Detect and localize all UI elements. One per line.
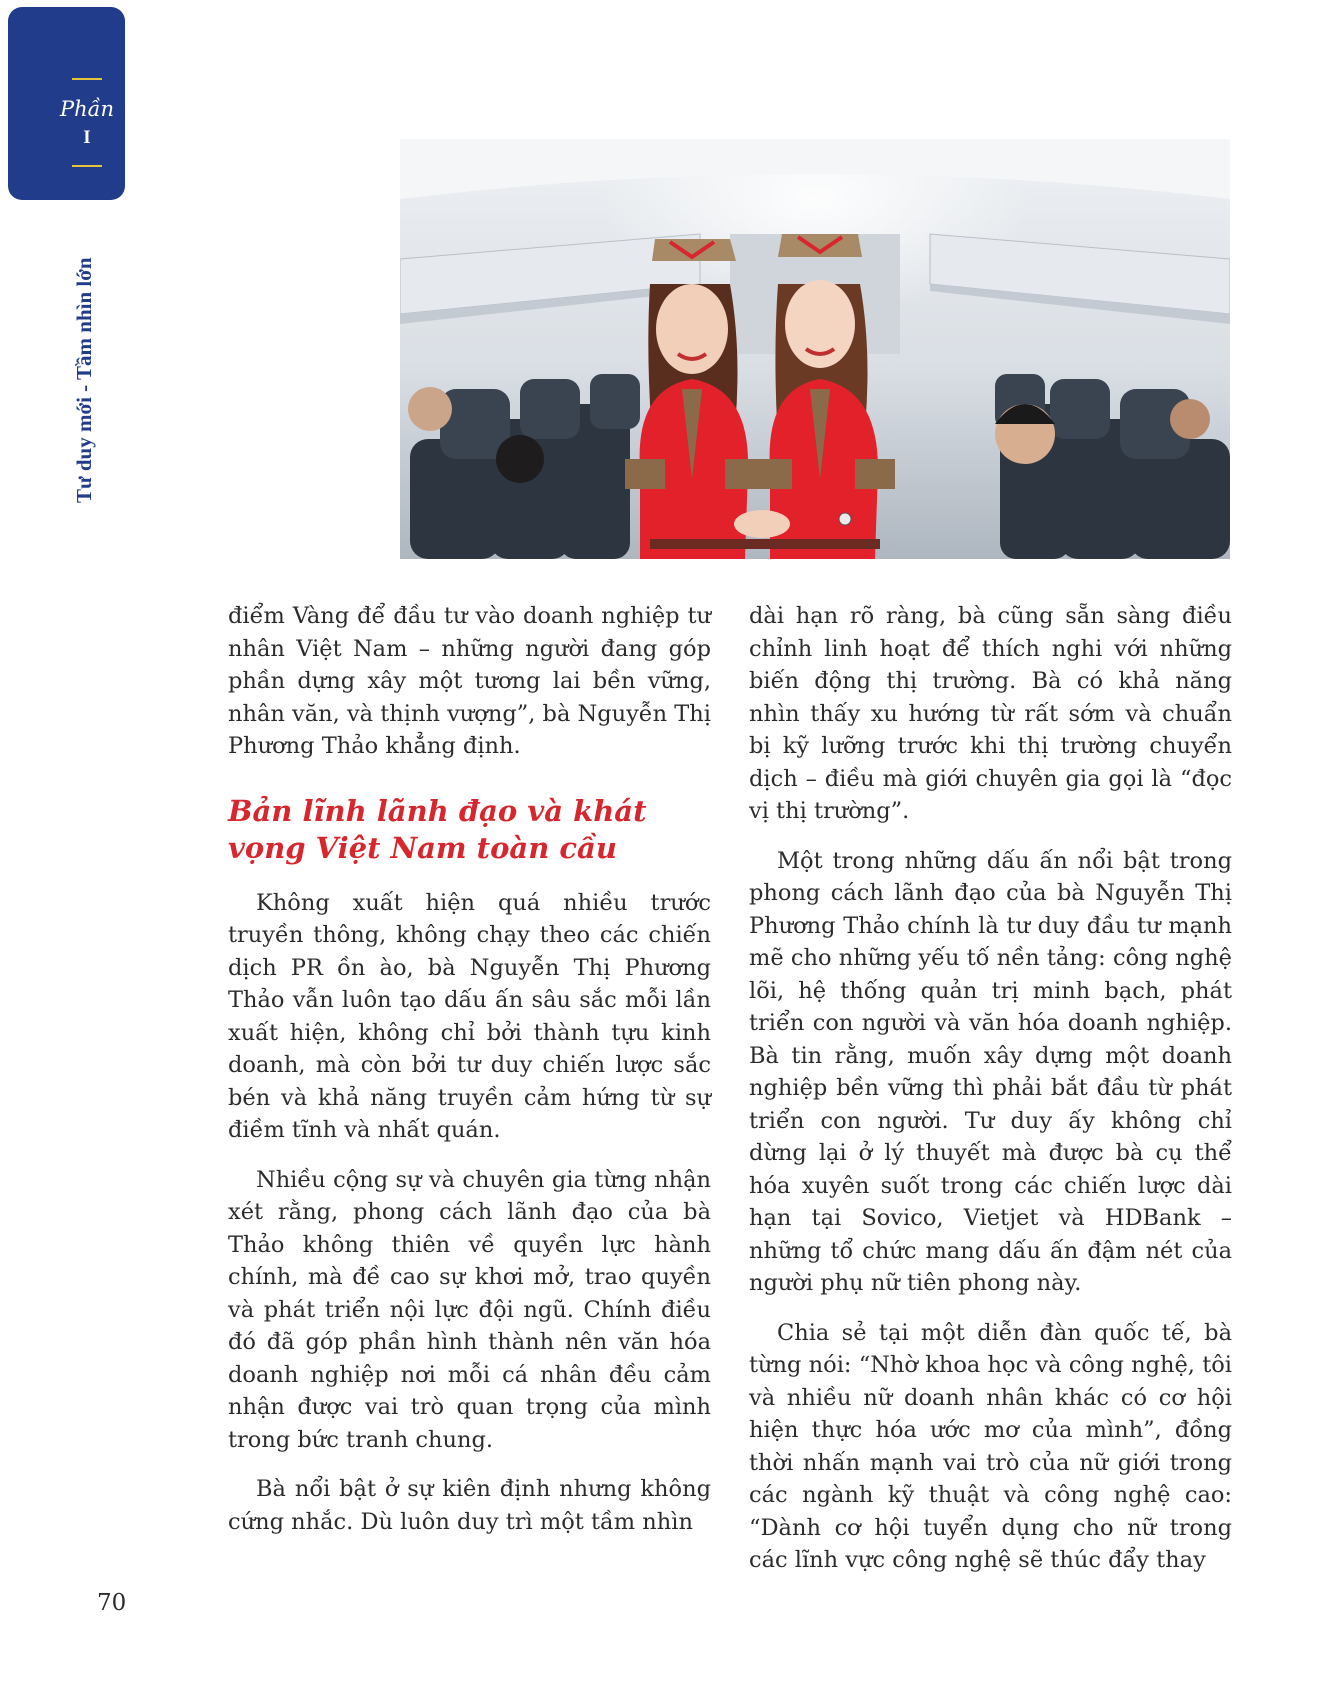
right-paragraph-3: Chia sẻ tại một diễn đàn quốc tế, bà từng nói: “Nhờ khoa học và công nghệ, tôi và nhiều nữ doanh nhân khác có cơ hội hiện thực hóa ước mơ của mình”, đồng thời nhấn mạnh vai trò của nữ giới trong các ngành kỹ thuật và công nghệ cao: “Dành cơ hội tuyển dụng cho nữ trong các lĩnh vực công nghệ sẽ thúc đẩy thay xyxy=(749,1319,1232,1573)
tab-divider-top xyxy=(72,78,102,80)
tab-divider-bottom xyxy=(72,165,102,167)
left-paragraph-3: Nhiều cộng sự và chuyên gia từng nhận xét rằng, phong cách lãnh đạo của bà Thảo không thiên về quyền lực hành chính, mà đề cao sự khơi mở, trao quyền và phát triển nội lực đội ngũ. Chính điều đó đã góp phần hình thành nên văn hóa doanh nghiệp nơi mỗi cá nhân đều cảm nhận được vai trò quan trọng của mình trong bức tranh chung. xyxy=(228,1166,711,1453)
right-paragraph-1: dài hạn rõ ràng, bà cũng sẵn sàng điều chỉnh linh hoạt để thích nghi với những biến động thị trường. Bà có khả năng nhìn thấy xu hướng từ rất sớm và chuẩn bị kỹ lưỡng trước khi thị trường chuyển dịch – điều mà giới chuyên gia gọi là “đọc vị thị trường”. xyxy=(749,603,1232,824)
part-number: I xyxy=(83,127,91,148)
part-tab xyxy=(8,7,125,200)
vertical-section-title: Tư duy mới - Tầm nhìn lớn xyxy=(72,257,96,503)
left-paragraph-1: điểm Vàng để đầu tư vào doanh nghiệp tư nhân Việt Nam – những người đang góp phần dựng xây một tương lai bền vững, nhân văn, và thịnh vượng”, bà Nguyễn Thị Phương Thảo khẳng định. xyxy=(228,603,711,759)
flight-attendants-photo xyxy=(400,139,1230,559)
right-paragraph-2: Một trong những dấu ấn nổi bật trong phong cách lãnh đạo của bà Nguyễn Thị Phương Thảo chính là tư duy đầu tư mạnh mẽ cho những yếu tố nền tảng: công nghệ lõi, hệ thống quản trị minh bạch, phát triển con người và văn hóa doanh nghiệp. Bà tin rằng, muốn xây dựng một doanh nghiệp bền vững thì phải bắt đầu từ phát triển con người. Tư duy ấy không chỉ dừng lại ở lý thuyết mà được bà cụ thể hóa xuyên suốt trong các chiến lược dài hạn tại Sovico, Vietjet và HDBank – những tổ chức mang dấu ấn đậm nét của người phụ nữ tiên phong này. xyxy=(749,847,1232,1296)
left-text-column xyxy=(228,600,711,1538)
photo-illustration xyxy=(400,139,1230,559)
left-paragraph-2: Không xuất hiện quá nhiều trước truyền thông, không chạy theo các chiến dịch PR ồn ào, bà Nguyễn Thị Phương Thảo vẫn luôn tạo dấu ấn sâu sắc mỗi lần xuất hiện, không chỉ bởi thành tựu kinh doanh, mà còn bởi tư duy chiến lược sắc bén và khả năng truyền cảm hứng từ sự điềm tĩnh và nhất quán. xyxy=(228,889,711,1143)
section-heading: Bản lĩnh lãnh đạo và khát vọng Việt Nam toàn cầu xyxy=(228,793,647,865)
left-paragraph-4: Bà nổi bật ở sự kiên định nhưng không cứng nhắc. Dù luôn duy trì một tầm nhìn xyxy=(228,1476,711,1535)
part-label: Phần xyxy=(59,97,115,121)
page-number: 70 xyxy=(97,1590,127,1616)
right-text-column xyxy=(749,600,1232,1577)
